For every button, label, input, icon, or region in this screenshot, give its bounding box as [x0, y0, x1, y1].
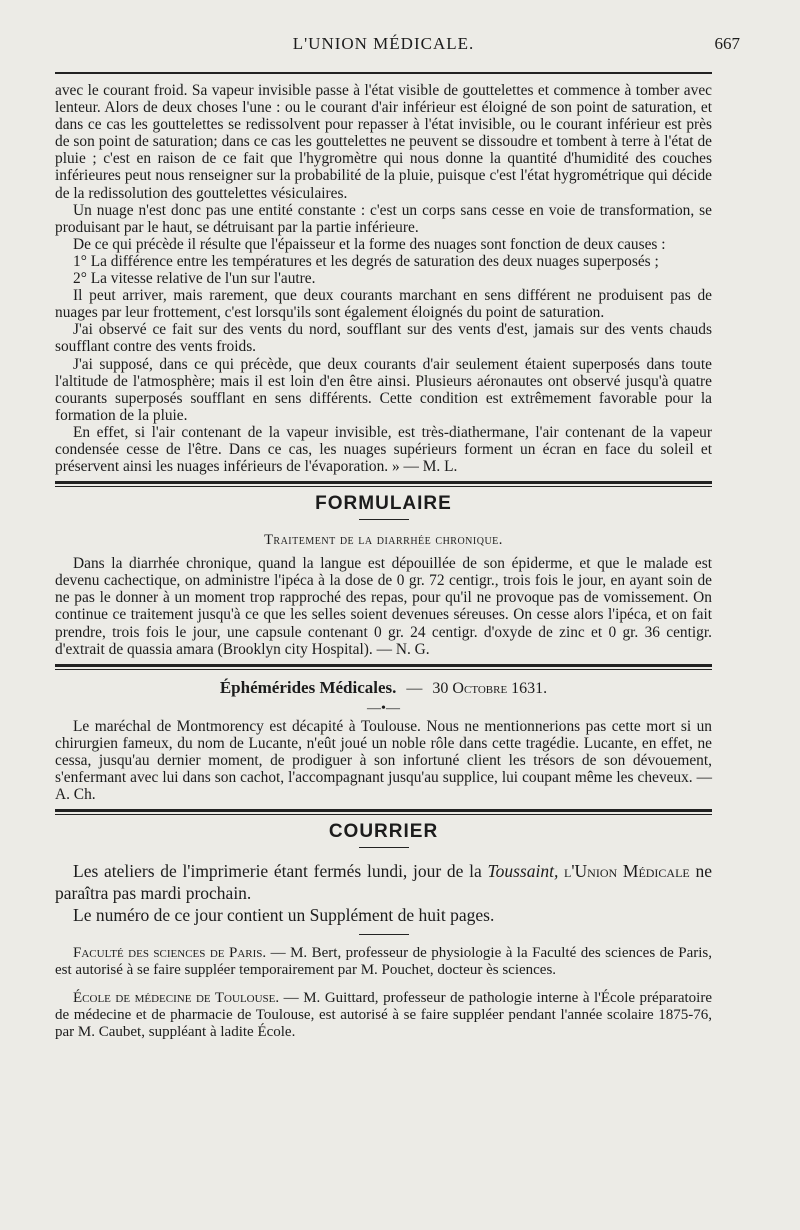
ephemerides-title: Éphémérides Médicales. — 30 Octobre 1631.	[219, 677, 548, 697]
article-paragraph: 2° La vitesse relative de l'un sur l'autre.	[73, 270, 316, 288]
article-paragraph: Il peut arriver, mais rarement, que deux courants marchant en sens différent ne produisent pas de nuages par leur frottement, c'est lorsqu'ils sont également éloignés du point de saturation.	[55, 287, 712, 322]
recipe-title: Traitement de la diarrhée chronique.	[264, 532, 503, 549]
formulaire-section	[55, 493, 712, 658]
section-divider	[55, 481, 712, 487]
formulaire-heading: FORMULAIRE	[315, 493, 452, 515]
section-divider	[55, 664, 712, 670]
header-rule	[55, 72, 712, 74]
ornament-mark: —•—	[367, 700, 400, 716]
recipe-body: Dans la diarrhée chronique, quand la langue est dépouillée de son épiderme, et que le malade est devenu cachectique, on administre l'ipéca à la dose de 0 gr. 72 centigr., trois fois le jour, en ayant soin de ne pas le donner à un moment trop rapproché des repas, pour qu'il ne provoque pas de vomissement. On continue ce traitement jusqu'à ce que les selles soient devenues séreuses. On cesse alors l'ipéca, et on fait prendre, trois fois le jour, une capsule contenant 0 gr. 24 centigr. d'oxyde de zinc et 0 gr. 36 centigr. d'extrait de quassia amara (Brooklyn city Hospital). — N. G.	[55, 555, 712, 658]
ephemerides-section	[55, 678, 712, 803]
article-paragraph: De ce qui précède il résulte que l'épaisseur et la forme des nuages sont fonction de deux causes :	[73, 235, 666, 253]
article-paragraph: J'ai supposé, dans ce qui précède, que deux courants d'air seulement étaient superposés dans toute l'altitude de l'atmosphère; mais il est loin d'en être ainsi. Plusieurs aéronautes ont observé jusqu'à quatre courants superposés soufflant en sens différents. Cette condition est extrêmement favorable pour la formation de la pluie.	[55, 355, 712, 424]
courrier-notices	[55, 860, 712, 926]
article-paragraph: avec le courant froid. Sa vapeur invisible passe à l'état visible de gouttelettes et commence à tomber avec lenteur. Alors de deux choses l'une : ou le courant d'air inférieur est éloigné de son point de saturation, et dans ce cas les gouttelettes se redissolvent pour repasser à l'état invisible, ou le courant inférieur est près de son point de saturation; dans ce cas les gouttelettes ne peuvent se dissoudre et tombent à terre à l'état de pluie ; c'est en raison de ce fait que l'hygromètre qui nous donne la quantité d'humidité des couches inférieures peut nous renseigner sur la probabilité de la pluie, puisque c'est l'état hygrométrique qui décide de la redissolution des gouttelettes vésiculaires.	[55, 82, 712, 202]
article-paragraph: En effet, si l'air contenant de la vapeur invisible, est très-diathermane, l'air contenant de la vapeur condensée cesse de l'être. Dans ce cas, les nuages supérieurs forment un écran en face du soleil et préservent ainsi les nuages inférieurs de l'évaporation. » — M. L.	[55, 423, 712, 476]
short-rule	[359, 519, 409, 520]
article-paragraph: 1° La différence entre les températures et les degrés de saturation des deux nuages superposés ;	[73, 252, 659, 270]
news-item: Faculté des sciences de Paris. — M. Bert, professeur de physiologie à la Faculté des sciences de Paris, est autorisé à se faire suppléer temporairement par M. Pouchet, docteur ès sciences.	[55, 945, 712, 979]
short-rule	[359, 847, 409, 848]
courrier-heading: COURRIER	[328, 821, 439, 843]
article-paragraph: J'ai observé ce fait sur des vents du nord, soufflant sur des vents d'est, jamais sur des vents chauds soufflant contre des vents froids.	[55, 321, 712, 356]
running-head	[55, 0, 740, 60]
ephemerides-body: Le maréchal de Montmorency est décapité à Toulouse. Nous ne mentionnerions pas cette mort si un chirurgien fameux, du nom de Lucante, n'eût joué un noble rôle dans cette tragédie. Lucante, en effet, ne cessa, jusqu'au dernier moment, de prodiguer à son infortuné client les trésors de son dévouement, s'enfermant avec lui dans son cachot, l'accompagnant jusqu'au supplice, lui coupant même les cheveux. — A. Ch.	[55, 717, 712, 804]
article-body	[55, 82, 712, 475]
article-paragraph: Un nuage n'est donc pas une entité constante : c'est un corps sans cesse en voie de transformation, se produisant par le haut, se détruisant par la partie inférieure.	[55, 201, 712, 236]
closure-notice: Les ateliers de l'imprimerie étant fermés lundi, jour de la Toussaint, l'Union Médicale ne paraîtra pas mardi prochain.	[55, 861, 712, 904]
section-divider	[55, 809, 712, 815]
running-title: L'UNION MÉDICALE.	[292, 34, 475, 53]
news-items	[55, 945, 712, 1041]
supplement-notice: Le numéro de ce jour contient un Supplément de huit pages.	[73, 905, 495, 926]
courrier-section	[55, 821, 712, 1041]
news-item: École de médecine de Toulouse. — M. Guittard, professeur de pathologie interne à l'École préparatoire de médecine et de pharmacie de Toulouse, est autorisé à se faire suppléer pendant l'année scolaire 1875-76, par M. Caubet, suppléant à ladite École.	[55, 989, 712, 1041]
short-rule	[359, 934, 409, 935]
page-number: 667	[714, 34, 740, 53]
